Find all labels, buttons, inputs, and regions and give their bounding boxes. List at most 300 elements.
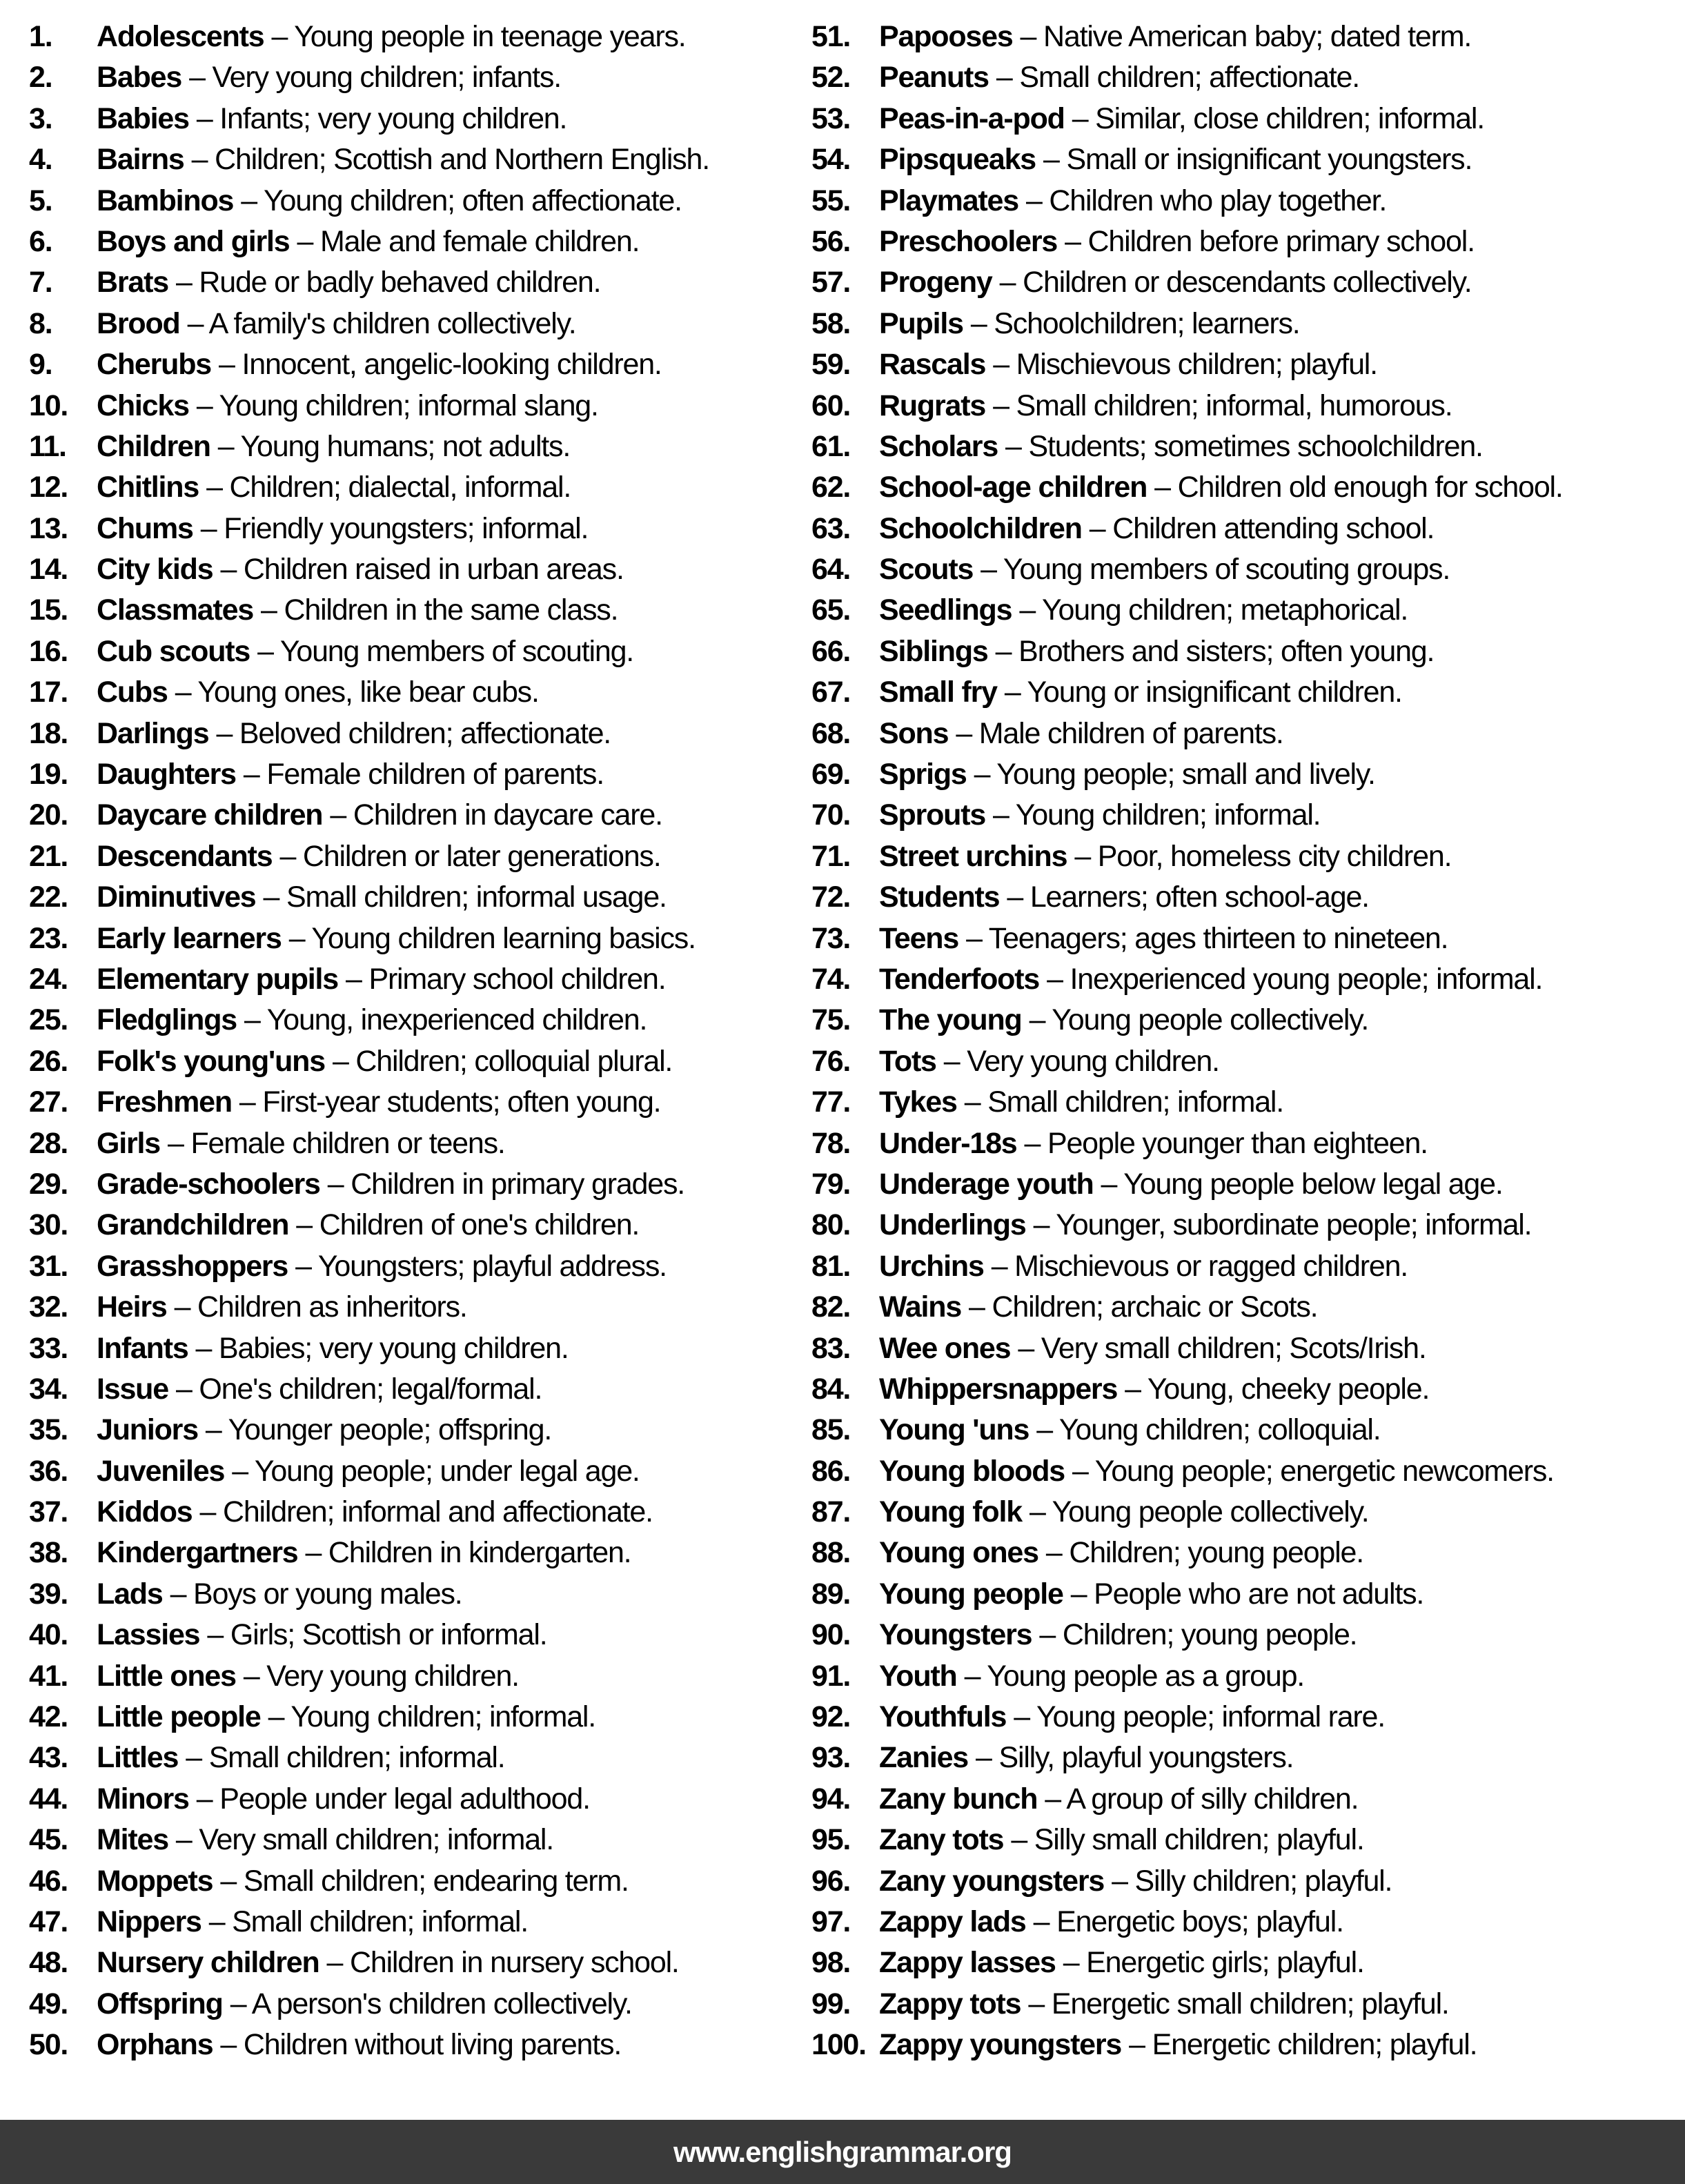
item-definition: – Children; Scottish and Northern English. bbox=[191, 143, 709, 177]
item-text bbox=[97, 795, 662, 836]
item-definition: – Young children; informal. bbox=[993, 798, 1321, 832]
item-number: 47. bbox=[29, 1905, 68, 1938]
item-number: 33. bbox=[29, 1331, 68, 1365]
item-definition: – Children in kindergarten. bbox=[305, 1536, 631, 1570]
item-text bbox=[97, 836, 660, 877]
item-term: School-age children bbox=[879, 471, 1147, 504]
item-term: Zappy lads bbox=[879, 1905, 1026, 1938]
item-definition: – Children without living parents. bbox=[220, 2028, 622, 2062]
list-item bbox=[29, 549, 794, 590]
item-text bbox=[97, 1942, 679, 1983]
item-definition: – Young members of scouting. bbox=[257, 634, 634, 668]
item-number: 16. bbox=[29, 634, 68, 668]
item-text bbox=[97, 1082, 660, 1123]
item-number: 82. bbox=[811, 1290, 851, 1324]
item-term: Wee ones bbox=[879, 1331, 1011, 1365]
item-term: Tenderfoots bbox=[879, 962, 1040, 996]
item-number: 60. bbox=[811, 388, 851, 422]
list-item bbox=[29, 877, 794, 918]
item-term: Zappy youngsters bbox=[879, 2028, 1122, 2062]
list-item bbox=[29, 836, 794, 877]
item-text bbox=[97, 1164, 684, 1205]
item-text bbox=[97, 262, 600, 303]
item-term: Issue bbox=[97, 1372, 168, 1406]
item-term: Chicks bbox=[97, 388, 189, 422]
item-term: Infants bbox=[97, 1331, 188, 1365]
item-text bbox=[879, 795, 1320, 836]
item-text bbox=[97, 1123, 505, 1164]
list-item bbox=[811, 1984, 1685, 2025]
list-item bbox=[811, 57, 1685, 98]
item-term: Whippersnappers bbox=[879, 1372, 1118, 1406]
list-item bbox=[29, 959, 794, 1000]
list-item bbox=[29, 1902, 794, 1942]
item-text bbox=[879, 17, 1471, 57]
list-item bbox=[29, 139, 794, 180]
list-item bbox=[811, 1697, 1685, 1738]
list-item bbox=[29, 1123, 794, 1164]
item-text bbox=[97, 1246, 667, 1287]
item-text bbox=[879, 1082, 1283, 1123]
item-text bbox=[97, 139, 709, 180]
list-item bbox=[29, 1205, 794, 1246]
item-term: Juniors bbox=[97, 1413, 198, 1447]
item-term: Cub scouts bbox=[97, 634, 250, 668]
item-term: Small fry bbox=[879, 676, 997, 709]
item-term: Zany tots bbox=[879, 1823, 1004, 1857]
list-item bbox=[811, 672, 1685, 713]
item-definition: – Babies; very young children. bbox=[195, 1331, 569, 1365]
item-definition: – Small children; informal. bbox=[208, 1905, 528, 1938]
item-definition: – Energetic small children; playful. bbox=[1028, 1987, 1449, 2020]
list-item bbox=[29, 1984, 794, 2025]
item-text bbox=[879, 1656, 1304, 1697]
item-number: 80. bbox=[811, 1208, 851, 1242]
item-number: 81. bbox=[811, 1249, 851, 1283]
item-number: 24. bbox=[29, 962, 68, 996]
item-term: Chums bbox=[97, 511, 193, 545]
item-text bbox=[97, 222, 639, 262]
item-text bbox=[879, 426, 1483, 467]
item-definition: – A person's children collectively. bbox=[230, 1987, 632, 2020]
item-term: Fledglings bbox=[97, 1003, 237, 1037]
item-term: Sprouts bbox=[879, 798, 986, 832]
item-number: 36. bbox=[29, 1454, 68, 1488]
item-term: Chitlins bbox=[97, 471, 199, 504]
item-text bbox=[97, 1287, 467, 1328]
item-term: Daughters bbox=[97, 758, 236, 791]
list-item bbox=[811, 222, 1685, 262]
item-number: 12. bbox=[29, 471, 68, 504]
item-text bbox=[97, 1820, 553, 1860]
item-term: Bairns bbox=[97, 143, 184, 177]
item-number: 53. bbox=[811, 101, 851, 135]
item-term: Pipsqueaks bbox=[879, 143, 1036, 177]
item-definition: – Silly small children; playful. bbox=[1011, 1823, 1364, 1857]
list-item bbox=[29, 1328, 794, 1369]
item-definition: – Young people collectively. bbox=[1029, 1003, 1369, 1037]
list-item bbox=[29, 181, 794, 222]
item-term: Brats bbox=[97, 266, 168, 299]
list-item bbox=[811, 139, 1685, 180]
item-definition: – Youngsters; playful address. bbox=[295, 1249, 667, 1283]
item-text bbox=[97, 1041, 672, 1082]
list-item bbox=[29, 1615, 794, 1655]
item-number: 71. bbox=[811, 839, 851, 873]
list-item bbox=[811, 918, 1685, 959]
list-item bbox=[29, 222, 794, 262]
item-text bbox=[97, 631, 633, 672]
item-definition: – Silly children; playful. bbox=[1112, 1864, 1392, 1898]
item-text bbox=[97, 181, 682, 222]
item-number: 6. bbox=[29, 224, 52, 258]
list-item bbox=[811, 262, 1685, 303]
item-term: Pupils bbox=[879, 306, 963, 340]
item-number: 98. bbox=[811, 1946, 851, 1980]
footer-bar bbox=[0, 2120, 1685, 2184]
list-item bbox=[811, 590, 1685, 631]
item-definition: – First-year students; often young. bbox=[239, 1085, 661, 1119]
list-item bbox=[811, 426, 1685, 467]
item-term: Scouts bbox=[879, 553, 974, 587]
item-number: 77. bbox=[811, 1085, 851, 1119]
item-number: 27. bbox=[29, 1085, 68, 1119]
list-item bbox=[811, 1861, 1685, 1902]
list-item bbox=[29, 1082, 794, 1123]
item-text bbox=[879, 590, 1408, 631]
item-definition: – Very small children; Scots/Irish. bbox=[1018, 1331, 1426, 1365]
list-item bbox=[29, 1369, 794, 1410]
item-number: 9. bbox=[29, 348, 52, 382]
item-term: Lads bbox=[97, 1577, 163, 1611]
item-definition: – Children old enough for school. bbox=[1154, 471, 1563, 504]
item-term: The young bbox=[879, 1003, 1022, 1037]
item-definition: – Small children; informal. bbox=[186, 1741, 505, 1775]
item-definition: – Young or insignificant children. bbox=[1004, 676, 1402, 709]
item-definition: – Young children; colloquial. bbox=[1036, 1413, 1381, 1447]
item-text bbox=[97, 918, 696, 959]
list-item bbox=[811, 1000, 1685, 1041]
item-text bbox=[879, 959, 1542, 1000]
item-text bbox=[97, 1984, 632, 2025]
item-term: Diminutives bbox=[97, 881, 256, 914]
item-number: 15. bbox=[29, 593, 68, 627]
item-text bbox=[97, 1492, 653, 1533]
item-text bbox=[879, 631, 1434, 672]
list-item bbox=[811, 344, 1685, 385]
item-text bbox=[97, 386, 598, 426]
item-definition: – Silly, playful youngsters. bbox=[976, 1741, 1294, 1775]
item-term: Zappy lasses bbox=[879, 1946, 1056, 1980]
item-definition: – Children; young people. bbox=[1045, 1536, 1363, 1570]
item-definition: – Children raised in urban areas. bbox=[220, 553, 624, 587]
item-text bbox=[879, 1615, 1357, 1655]
item-text bbox=[879, 1205, 1531, 1246]
item-text bbox=[879, 1779, 1358, 1820]
item-text bbox=[97, 1000, 647, 1041]
item-term: Siblings bbox=[879, 634, 988, 668]
item-number: 78. bbox=[811, 1126, 851, 1160]
item-number: 3. bbox=[29, 101, 52, 135]
list-item bbox=[29, 99, 794, 139]
item-definition: – Young people; under legal age. bbox=[232, 1454, 640, 1488]
item-definition: – Brothers and sisters; often young. bbox=[995, 634, 1435, 668]
item-definition: – Very young children. bbox=[243, 1659, 519, 1693]
list-item bbox=[29, 795, 794, 836]
item-definition: – Rude or badly behaved children. bbox=[175, 266, 601, 299]
item-definition: – Male children of parents. bbox=[956, 716, 1283, 750]
item-number: 95. bbox=[811, 1823, 851, 1857]
item-text bbox=[879, 344, 1377, 385]
item-term: Grade-schoolers bbox=[97, 1167, 320, 1201]
item-number: 28. bbox=[29, 1126, 68, 1160]
item-definition: – Young children learning basics. bbox=[288, 921, 696, 955]
item-number: 58. bbox=[811, 306, 851, 340]
item-term: Elementary pupils bbox=[97, 962, 338, 996]
item-definition: – Energetic boys; playful. bbox=[1033, 1905, 1343, 1938]
list-item bbox=[29, 509, 794, 549]
item-text bbox=[879, 1533, 1363, 1573]
list-item bbox=[811, 1942, 1685, 1983]
list-item bbox=[29, 262, 794, 303]
item-term: Sons bbox=[879, 716, 949, 750]
list-item bbox=[811, 1369, 1685, 1410]
item-definition: – People younger than eighteen. bbox=[1024, 1126, 1428, 1160]
item-text bbox=[97, 304, 575, 344]
item-definition: – Inexperienced young people; informal. bbox=[1047, 962, 1543, 996]
item-number: 76. bbox=[811, 1044, 851, 1078]
item-text bbox=[879, 1123, 1428, 1164]
item-term: Little people bbox=[97, 1700, 261, 1734]
item-number: 85. bbox=[811, 1413, 851, 1447]
item-text bbox=[97, 467, 571, 508]
item-number: 74. bbox=[811, 962, 851, 996]
item-definition: – Children or descendants collectively. bbox=[999, 266, 1472, 299]
item-text bbox=[879, 386, 1452, 426]
item-definition: – Young people; small and lively. bbox=[974, 758, 1375, 791]
list-item bbox=[811, 386, 1685, 426]
item-number: 97. bbox=[811, 1905, 851, 1938]
item-term: Descendants bbox=[97, 839, 273, 873]
item-term: Cubs bbox=[97, 676, 168, 709]
list-item bbox=[29, 1451, 794, 1492]
list-item bbox=[29, 17, 794, 57]
item-text bbox=[879, 1942, 1364, 1983]
item-term: Zappy tots bbox=[879, 1987, 1021, 2020]
list-item bbox=[811, 877, 1685, 918]
item-number: 29. bbox=[29, 1167, 68, 1201]
item-number: 92. bbox=[811, 1700, 851, 1734]
item-definition: – Very small children; informal. bbox=[175, 1823, 554, 1857]
item-text bbox=[97, 1656, 519, 1697]
item-definition: – Children as inheritors. bbox=[174, 1290, 467, 1324]
item-term: Youth bbox=[879, 1659, 957, 1693]
list-item bbox=[29, 1697, 794, 1738]
item-definition: – Young children; informal slang. bbox=[196, 388, 598, 422]
item-definition: – Small children; endearing term. bbox=[220, 1864, 629, 1898]
item-term: Nippers bbox=[97, 1905, 201, 1938]
list-item bbox=[811, 17, 1685, 57]
item-definition: – Boys or young males. bbox=[170, 1577, 462, 1611]
item-number: 59. bbox=[811, 348, 851, 382]
item-definition: – Children in daycare care. bbox=[330, 798, 662, 832]
item-number: 72. bbox=[811, 881, 851, 914]
list-item bbox=[29, 1574, 794, 1615]
item-definition: – Young members of scouting groups. bbox=[981, 553, 1450, 587]
item-definition: – Beloved children; affectionate. bbox=[216, 716, 611, 750]
item-text bbox=[879, 549, 1450, 590]
list-item bbox=[811, 2025, 1685, 2065]
list-item bbox=[811, 836, 1685, 877]
item-term: Early learners bbox=[97, 921, 282, 955]
item-number: 23. bbox=[29, 921, 68, 955]
item-definition: – Schoolchildren; learners. bbox=[970, 306, 1300, 340]
item-definition: – Native American baby; dated term. bbox=[1020, 20, 1472, 53]
item-term: Underage youth bbox=[879, 1167, 1094, 1201]
item-definition: – Similar, close children; informal. bbox=[1072, 101, 1484, 135]
item-number: 35. bbox=[29, 1413, 68, 1447]
list-item bbox=[29, 1656, 794, 1697]
list-item bbox=[29, 1410, 794, 1450]
item-number: 44. bbox=[29, 1782, 68, 1816]
item-number: 56. bbox=[811, 224, 851, 258]
item-term: Under-18s bbox=[879, 1126, 1017, 1160]
item-definition: – Young people below legal age. bbox=[1101, 1167, 1503, 1201]
item-definition: – Younger, subordinate people; informal. bbox=[1033, 1208, 1532, 1242]
item-term: Wains bbox=[879, 1290, 962, 1324]
item-number: 52. bbox=[811, 61, 851, 95]
item-text bbox=[97, 1451, 640, 1492]
list-item bbox=[29, 754, 794, 795]
list-item bbox=[811, 467, 1685, 508]
item-number: 40. bbox=[29, 1618, 68, 1652]
list-column-left bbox=[0, 17, 794, 2066]
item-text bbox=[97, 99, 566, 139]
item-text bbox=[97, 754, 604, 795]
item-definition: – Young, inexperienced children. bbox=[244, 1003, 647, 1037]
list-item bbox=[811, 1246, 1685, 1287]
item-definition: – Young children; metaphorical. bbox=[1019, 593, 1408, 627]
item-definition: – Primary school children. bbox=[346, 962, 666, 996]
item-term: Grasshoppers bbox=[97, 1249, 288, 1283]
item-term: Schoolchildren bbox=[879, 511, 1082, 545]
list-item bbox=[29, 426, 794, 467]
item-text bbox=[97, 714, 611, 754]
item-term: Papooses bbox=[879, 20, 1013, 53]
item-text bbox=[879, 304, 1300, 344]
item-term: Girls bbox=[97, 1126, 160, 1160]
item-term: Classmates bbox=[97, 593, 254, 627]
item-number: 25. bbox=[29, 1003, 68, 1037]
item-term: Darlings bbox=[97, 716, 209, 750]
item-number: 22. bbox=[29, 881, 68, 914]
item-term: Young ones bbox=[879, 1536, 1038, 1570]
item-term: Bambinos bbox=[97, 184, 234, 217]
list-item bbox=[811, 631, 1685, 672]
item-number: 42. bbox=[29, 1700, 68, 1734]
item-text bbox=[879, 918, 1448, 959]
item-term: Lassies bbox=[97, 1618, 200, 1652]
item-text bbox=[879, 181, 1386, 222]
list-item bbox=[29, 1942, 794, 1983]
list-item bbox=[811, 509, 1685, 549]
item-term: Babes bbox=[97, 61, 182, 95]
item-text bbox=[879, 1738, 1293, 1778]
item-term: Young folk bbox=[879, 1495, 1022, 1529]
item-text bbox=[879, 1902, 1343, 1942]
list-item bbox=[811, 1123, 1685, 1164]
item-text bbox=[879, 1164, 1503, 1205]
item-term: Peanuts bbox=[879, 61, 989, 95]
item-term: Scholars bbox=[879, 429, 998, 463]
item-term: Youngsters bbox=[879, 1618, 1032, 1652]
item-definition: – Children in nursery school. bbox=[326, 1946, 679, 1980]
list-item bbox=[29, 1861, 794, 1902]
item-number: 83. bbox=[811, 1331, 851, 1365]
item-text bbox=[879, 139, 1472, 180]
item-text bbox=[879, 1328, 1426, 1369]
item-definition: – Children who play together. bbox=[1025, 184, 1387, 217]
item-definition: – Very young children. bbox=[943, 1044, 1219, 1078]
item-text bbox=[879, 836, 1451, 877]
item-definition: – Children before primary school. bbox=[1065, 224, 1475, 258]
item-definition: – Children; young people. bbox=[1039, 1618, 1357, 1652]
item-number: 99. bbox=[811, 1987, 851, 2020]
list-item bbox=[811, 795, 1685, 836]
list-item bbox=[29, 1533, 794, 1573]
item-definition: – Young ones, like bear cubs. bbox=[175, 676, 539, 709]
item-number: 73. bbox=[811, 921, 851, 955]
item-text bbox=[879, 262, 1471, 303]
item-term: Zanies bbox=[879, 1741, 969, 1775]
item-number: 91. bbox=[811, 1659, 851, 1693]
item-definition: – Young people collectively. bbox=[1029, 1495, 1369, 1529]
item-definition: – Mischievous children; playful. bbox=[993, 348, 1377, 382]
item-number: 94. bbox=[811, 1782, 851, 1816]
item-term: Rugrats bbox=[879, 388, 986, 422]
item-text bbox=[97, 1574, 462, 1615]
item-term: City kids bbox=[97, 553, 213, 587]
item-term: Tykes bbox=[879, 1085, 957, 1119]
item-term: Boys and girls bbox=[97, 224, 290, 258]
list-item bbox=[811, 1410, 1685, 1450]
list-item bbox=[811, 1738, 1685, 1778]
list-item bbox=[811, 1533, 1685, 1573]
item-text bbox=[97, 1205, 639, 1246]
item-text bbox=[879, 1410, 1381, 1450]
list-item bbox=[29, 2025, 794, 2065]
item-term: Peas-in-a-pod bbox=[879, 101, 1065, 135]
item-text bbox=[97, 1738, 505, 1778]
list-item bbox=[29, 1738, 794, 1778]
item-text bbox=[879, 754, 1375, 795]
item-definition: – Young people as a group. bbox=[964, 1659, 1305, 1693]
item-definition: – Younger people; offspring. bbox=[205, 1413, 552, 1447]
item-term: Progeny bbox=[879, 266, 992, 299]
list-item bbox=[29, 1246, 794, 1287]
item-number: 4. bbox=[29, 143, 52, 177]
item-definition: – Small children; informal, humorous. bbox=[993, 388, 1452, 422]
item-text bbox=[97, 1533, 631, 1573]
item-text bbox=[879, 672, 1402, 713]
item-text bbox=[97, 426, 570, 467]
item-number: 88. bbox=[811, 1536, 851, 1570]
item-text bbox=[97, 877, 667, 918]
item-definition: – A family's children collectively. bbox=[187, 306, 576, 340]
item-text bbox=[97, 1369, 542, 1410]
item-text bbox=[879, 467, 1563, 508]
list-item bbox=[29, 1041, 794, 1082]
